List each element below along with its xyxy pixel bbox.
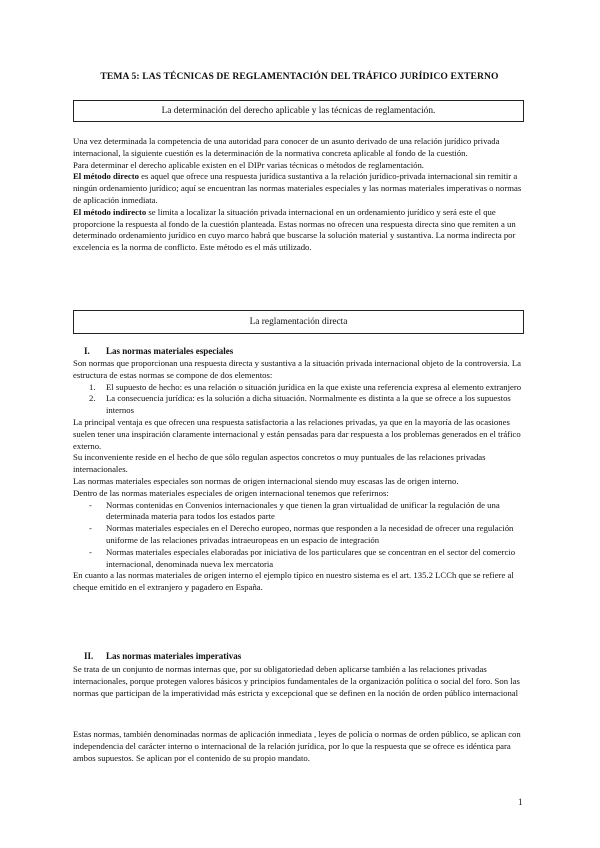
document-title: TEMA 5: LAS TÉCNICAS DE REGLAMENTACIÓN DEL TRÁFICO JURÍDICO EXTERNO [100, 71, 499, 82]
intro-block [73, 136, 529, 254]
intro-paragraph-metodo-directo [73, 171, 529, 206]
list-marker: 1. [89, 381, 96, 392]
intro-paragraph-2: Para determinar el derecho aplicable existen en el DIPr varias técnicas o métodos de reglamentación. [73, 159, 424, 170]
section-1-paragraph-1: Son normas que proporcionan una respuesta directa y sustantiva a la situación privada internacional objeto de la controversia. La estructura de estas normas se compone de dos elementos: [73, 358, 521, 380]
sources-list [73, 500, 529, 571]
list-item-text: La consecuencia jurídica: es la solución a dicha situación. Normalmente es distinta a la que se ofrece a los supuestos internos [106, 393, 511, 416]
page-number: 1 [518, 797, 523, 807]
list-marker: - [89, 546, 92, 557]
section-2-body-continued [73, 729, 529, 764]
section-2-paragraph-1: Se trata de un conjunto de normas internas que, por su obligatoriedad deben aplicarse también a las relaciones privadas internacionales, porque protegen valores básicos y principios fundamentales de la organización política o social del foro. Son las normas que participan de la imperatividad más estricta y excepcional que se definen en la noción de orden público internacional [73, 664, 520, 698]
intro-paragraph-1: Una vez determinada la competencia de una autoridad para conocer de un asunto derivado de una relación jurídico privada internacional, la siguiente cuestión es la determinación de la normativa concreta aplicable al fondo de la cuestión. [73, 136, 500, 158]
list-item [73, 393, 529, 417]
section-2-title: Las normas materiales imperativas [106, 651, 242, 661]
section-1-paragraph-2: La principal ventaja es que ofrecen una respuesta satisfactoria a las relaciones privadas, ya que en la mayoría de las ocasiones suelen tener una inspiración claramente internacional y están pensadas para dar respuesta a los problemas generados en el tráfico externo. [73, 416, 521, 451]
section-1-heading [84, 346, 233, 356]
metodo-indirecto-text: se limita a localizar la situación privada internacional en un ordenamiento jurídico y será este el que proporcione la respuesta al fondo de la cuestión planteada. Estas normas no ofrecen una respuesta directa sino que remiten a un determinado ordenamiento jurídico en cuyo marco habrá que buscarse la solución material y sustantiva. La norma indirecta por excelencia es la norma de conflicto. Este método es el más utilizado. [73, 206, 516, 253]
list-item [73, 500, 529, 524]
section-2-number: II. [84, 651, 94, 661]
section-1-paragraph-6: En cuanto a las normas materiales de origen interno el ejemplo típico en nuestro sistema es el art. 135.2 LCCh que se refiere al cheque emitido en el extranjero y pagadero en España. [73, 570, 514, 593]
section-1-paragraph-3: Su inconveniente reside en el hecho de que sólo regulan aspectos concretos o muy puntuales de las relaciones privadas internacionales. [73, 452, 486, 475]
list-item-text: Normas contenidas en Convenios internacionales y que tienen la gran virtualidad de unificar la regulación de una determinada materia para todos los estados parte [106, 499, 500, 522]
list-item-text: Normas materiales especiales en el Derecho europeo, normas que responden a la necesidad de ofrecer una regulación uniforme de las relaciones privadas intraeuropeas en un espacio de integración [106, 523, 514, 545]
section-2-paragraph-2: Estas normas, también denominadas normas de aplicación inmediata , leyes de policía o normas de orden público, se aplican con independencia del carácter interno o internacional de la relación jurídica, por lo que la respuesta que se ofrece es idéntica para ambos supuestos. Se aplican por el contenido de su propio mandato. [73, 729, 521, 763]
list-marker: - [89, 523, 92, 534]
metodo-directo-term: El método directo [73, 171, 139, 182]
metodo-indirecto-term: El método indirecto [73, 206, 147, 217]
list-item [73, 547, 529, 571]
section-2-body [73, 664, 529, 699]
section-2-heading [84, 651, 241, 661]
list-marker: 2. [89, 393, 96, 404]
section-1-body [73, 358, 529, 594]
list-marker: - [89, 499, 92, 510]
metodo-directo-text: es aquel que ofrece una respuesta jurídica sustantiva a la relación jurídico-privada internacional sin remitir a ningún ordenamiento jurídico; aquí se encuentran las normas materiales especiales y las normas materiales imperativas o normas de aplicación inmediata. [73, 171, 522, 205]
section-1-number: I. [84, 346, 90, 356]
section-1-paragraph-5: Dentro de las normas materiales especiales de origen internacional tenemos que referirnos: [73, 487, 389, 498]
list-item-text: Normas materiales especiales elaboradas por iniciativa de los particulares que se concentran en el sector del comercio internacional, denominada nueva lex mercatoria [106, 546, 516, 569]
section-1-paragraph-4: Las normas materiales especiales son normas de origen internacional siendo muy escasas las de origen interno. [73, 475, 459, 486]
intro-paragraph-metodo-indirecto [73, 207, 529, 254]
elements-list [73, 382, 529, 417]
section-box-derecho-aplicable: La determinación del derecho aplicable y las técnicas de reglamentación. [73, 100, 524, 122]
list-item [73, 523, 529, 547]
section-1-title: Las normas materiales especiales [106, 346, 234, 356]
section-box-reglamentacion-directa: La reglamentación directa [73, 310, 524, 334]
list-item-text: El supuesto de hecho: es una relación o situación jurídica en la que existe una referencia expresa al elemento extranjero [106, 381, 522, 392]
list-item [73, 382, 529, 394]
